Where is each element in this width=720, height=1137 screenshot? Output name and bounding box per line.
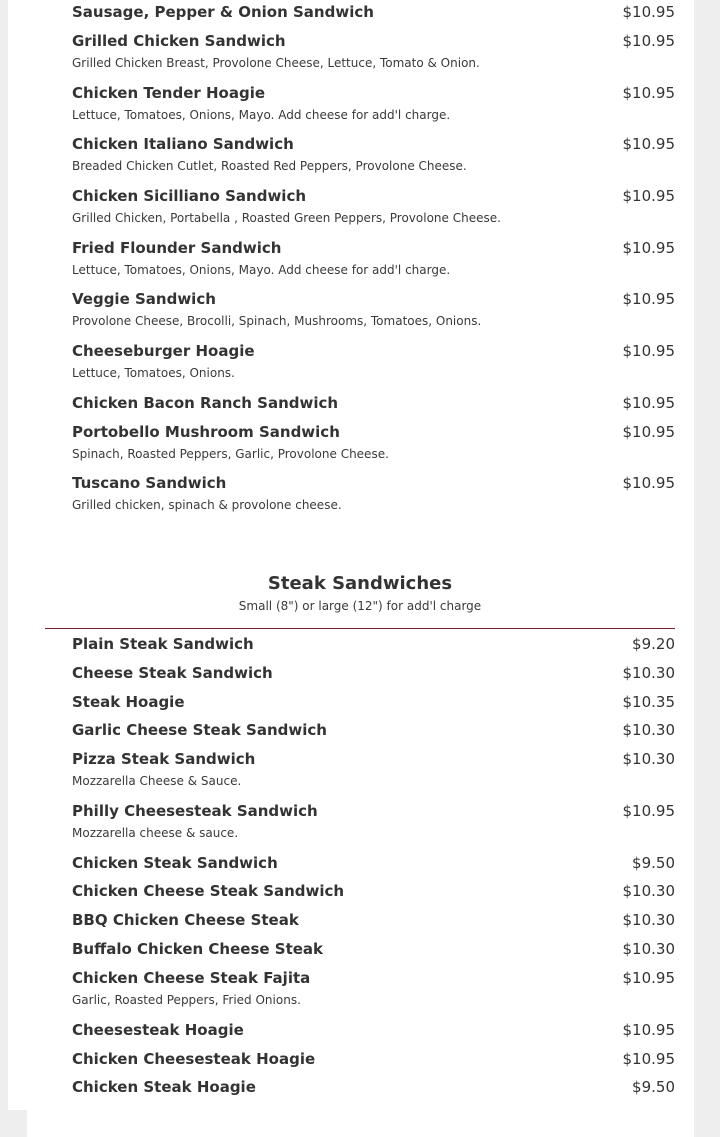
menu-item[interactable] — [72, 802, 675, 854]
item-price: $10.35 — [622, 693, 675, 711]
item-description: Garlic, Roasted Peppers, Fried Onions. — [72, 993, 301, 1007]
item-price: $9.50 — [632, 1078, 675, 1096]
item-price: $9.50 — [632, 854, 675, 872]
menu-item[interactable] — [72, 911, 675, 940]
item-price: $10.95 — [622, 474, 675, 492]
item-price: $10.30 — [622, 940, 675, 958]
item-name: Portobello Mushroom Sandwich — [72, 423, 340, 441]
item-description: Provolone Cheese, Brocolli, Spinach, Mushrooms, Tomatoes, Onions. — [72, 314, 482, 328]
steak-section-header — [0, 573, 720, 613]
item-name: Garlic Cheese Steak Sandwich — [72, 721, 327, 739]
item-name: Plain Steak Sandwich — [72, 635, 254, 653]
item-price: $10.95 — [622, 1050, 675, 1068]
sandwich-list — [0, 3, 720, 526]
item-description: Grilled Chicken, Portabella , Roasted Green Peppers, Provolone Cheese. — [72, 211, 501, 225]
item-name: Chicken Steak Hoagie — [72, 1078, 256, 1096]
item-name: Chicken Cheesesteak Hoagie — [72, 1050, 316, 1068]
menu-item[interactable] — [72, 969, 675, 1021]
item-name: Chicken Italiano Sandwich — [72, 135, 294, 153]
steak-list — [0, 635, 720, 1106]
menu-item[interactable] — [72, 135, 675, 187]
item-price: $10.95 — [622, 969, 675, 987]
item-price: $10.95 — [622, 394, 675, 412]
item-price: $10.30 — [622, 721, 675, 739]
item-price: $10.95 — [622, 342, 675, 360]
item-name: Chicken Bacon Ranch Sandwich — [72, 394, 339, 412]
menu-item[interactable] — [72, 664, 675, 693]
menu-item[interactable] — [72, 882, 675, 911]
item-price: $9.20 — [632, 635, 675, 653]
item-description: Lettuce, Tomatoes, Onions, Mayo. Add cheese for add'l charge. — [72, 108, 451, 122]
menu-item[interactable] — [72, 423, 675, 474]
item-price: $10.95 — [622, 1021, 675, 1039]
item-description: Grilled Chicken Breast, Provolone Cheese, Lettuce, Tomato & Onion. — [72, 56, 480, 70]
menu-item[interactable] — [72, 474, 675, 526]
item-name: Chicken Sicilliano Sandwich — [72, 187, 307, 205]
section-subtitle: Small (8") or large (12") for add'l charge — [238, 599, 482, 613]
menu-item[interactable] — [72, 940, 675, 969]
menu-item[interactable] — [72, 394, 675, 423]
item-price: $10.30 — [622, 750, 675, 768]
item-name: BBQ Chicken Cheese Steak — [72, 911, 299, 929]
menu-item[interactable] — [72, 290, 675, 342]
item-price: $10.95 — [622, 802, 675, 820]
item-name: Cheeseburger Hoagie — [72, 342, 255, 360]
menu-item[interactable] — [72, 693, 675, 721]
item-name: Buffalo Chicken Cheese Steak — [72, 940, 324, 958]
item-price: $10.30 — [622, 911, 675, 929]
item-description: Breaded Chicken Cutlet, Roasted Red Peppers, Provolone Cheese. — [72, 159, 467, 173]
item-price: $10.30 — [622, 882, 675, 900]
item-price: $10.95 — [622, 239, 675, 257]
item-name: Grilled Chicken Sandwich — [72, 32, 286, 50]
menu-item[interactable] — [72, 1050, 675, 1078]
item-name: Chicken Cheese Steak Sandwich — [72, 882, 345, 900]
section-divider — [45, 628, 675, 629]
item-name: Cheese Steak Sandwich — [72, 664, 273, 682]
menu-item[interactable] — [72, 635, 675, 664]
item-name: Pizza Steak Sandwich — [72, 750, 256, 768]
item-name: Philly Cheesesteak Sandwich — [72, 802, 318, 820]
item-price: $10.95 — [622, 3, 675, 21]
item-price: $10.95 — [622, 135, 675, 153]
menu-item[interactable] — [72, 3, 675, 32]
menu-item[interactable] — [72, 1021, 675, 1050]
item-name: Chicken Cheese Steak Fajita — [72, 969, 311, 987]
item-price: $10.30 — [622, 664, 675, 682]
menu-item[interactable] — [72, 84, 675, 135]
menu-item[interactable] — [72, 854, 675, 882]
menu-item[interactable] — [72, 32, 675, 84]
menu-item[interactable] — [72, 187, 675, 239]
section-title: Steak Sandwiches — [267, 573, 453, 594]
item-description: Lettuce, Tomatoes, Onions, Mayo. Add cheese for add'l charge. — [72, 263, 451, 277]
item-description: Grilled chicken, spinach & provolone cheese. — [72, 498, 342, 512]
item-price: $10.95 — [622, 84, 675, 102]
item-name: Chicken Tender Hoagie — [72, 84, 266, 102]
item-description: Spinach, Roasted Peppers, Garlic, Provolone Cheese. — [72, 447, 389, 461]
item-description: Mozzarella cheese & sauce. — [72, 826, 239, 840]
item-name: Sausage, Pepper & Onion Sandwich — [72, 3, 374, 21]
item-name: Chicken Steak Sandwich — [72, 854, 278, 872]
menu-item[interactable] — [72, 721, 675, 750]
item-name: Fried Flounder Sandwich — [72, 239, 282, 257]
item-description: Mozzarella Cheese & Sauce. — [72, 774, 242, 788]
item-price: $10.95 — [622, 32, 675, 50]
page-gutter — [8, 1110, 27, 1137]
item-name: Steak Hoagie — [72, 693, 185, 711]
item-description: Lettuce, Tomatoes, Onions. — [72, 366, 235, 380]
item-name: Veggie Sandwich — [72, 290, 216, 308]
item-price: $10.95 — [622, 423, 675, 441]
item-price: $10.95 — [622, 290, 675, 308]
menu-item[interactable] — [72, 239, 675, 290]
menu-item[interactable] — [72, 1078, 675, 1106]
menu-item[interactable] — [72, 342, 675, 394]
item-name: Tuscano Sandwich — [72, 474, 227, 492]
item-price: $10.95 — [622, 187, 675, 205]
item-name: Cheesesteak Hoagie — [72, 1021, 244, 1039]
menu-item[interactable] — [72, 750, 675, 802]
